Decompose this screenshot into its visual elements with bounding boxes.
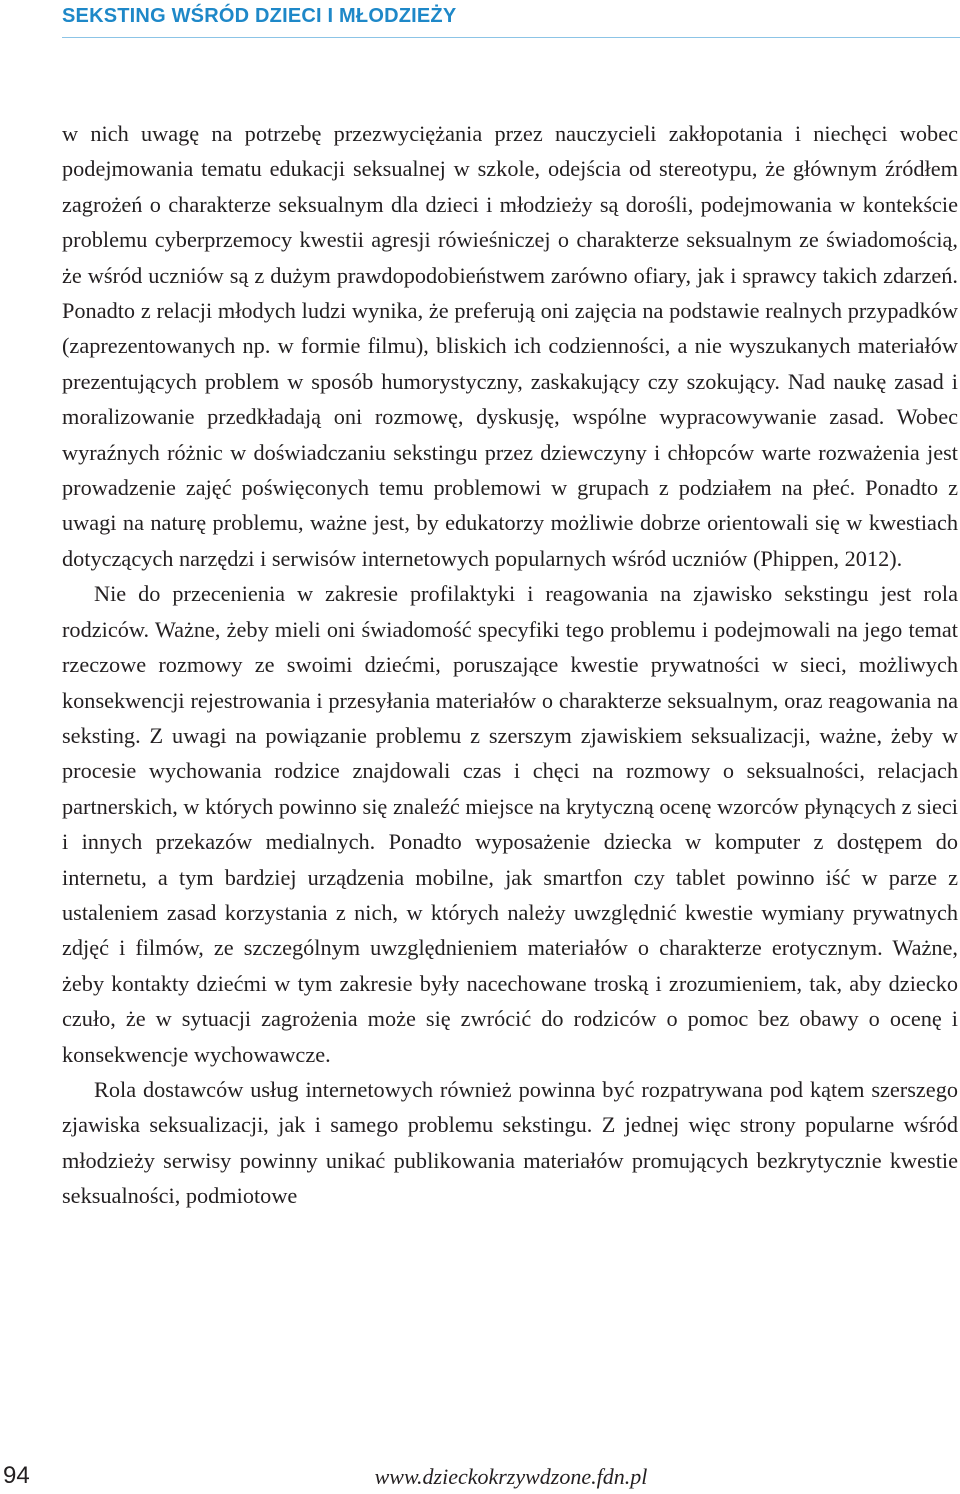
header-rule [62,37,960,38]
paragraph: Rola dostawców usług internetowych również powinna być rozpatrywana pod kątem szerszego zjawiska seksualizacji, jak i samego problemu sekstingu. Z jednej więc strony popularne wśród młodzieży serwisy powinny unikać publikowania materiałów promujących bezkrytycznie kwestie seksualności, podmiotowe [62,1076,958,1209]
page-number: 94 [3,1462,30,1489]
running-title: SEKSTING WŚRÓD DZIECI I MŁODZIEŻY [62,5,457,27]
footer-url: www.dzieckokrzywdzone.fdn.pl [374,1464,648,1489]
paragraph: w nich uwagę na potrzebę przezwyciężania przez nauczycieli zakłopotania i niechęci wobec podejmowania tematu edukacji seksualnej w szkole, odejścia od stereotypu, że głównym źródłem zagrożeń o charakterze seksualnym dla dzieci i młodzieży są dorośli, podejmowania w kontekście problemu cyberprzemocy kwestii agresji rówieśniczej o charakterze seksualnym ze świadomością, że wśród uczniów są z dużym prawdopodobieństwem zarówno ofiary, jak i sprawcy takich zdarzeń. Ponadto z relacji młodych ludzi wynika, że preferują oni zajęcia na podstawie realnych przypadków (zaprezentowanych np. w formie filmu), bliskich ich codzienności, a nie wyszukanych materiałów prezentujących problem w sposób humorystyczny, zaskakujący czy szokujący. Nad naukę zasad i moralizowanie przedkładają oni rozmowę, dyskusję, wspólne wypracowywanie zasad. Wobec wyraźnych różnic w doświadczaniu sekstingu przez dziewczyny i chłopców warte rozważenia jest prowadzenie zajęć poświęconych temu problemowi w grupach z podziałem na płeć. Ponadto z uwagi na naturę problemu, ważne jest, by edukatorzy możliwie dobrze orientowali się w kwestiach dotyczących narzędzi i serwisów internetowych popularnych wśród uczniów (Phippen, 2012). [62,121,958,571]
paragraph: Nie do przecenienia w zakresie profilaktyki i reagowania na zjawisko sekstingu jest rola rodziców. Ważne, żeby mieli oni świadomość specyfiki tego problemu i podejmowali na jego temat rzeczowe rozmowy ze swoimi dziećmi, poruszające kwestie prywatności w sieci, możliwych konsekwencji rejestrowania i przesyłania materiałów o charakterze seksualnym, oraz reagowania na seksting. Z uwagi na powiązanie problemu z szerszym zjawiskiem seksualizacji, ważne, żeby w procesie wychowania rodzice znajdowali czas i chęci na rozmowy o seksualności, relacjach partnerskich, w których powinno się znaleźć miejsce na krytyczną ocenę wzorców płynących z sieci i innych przekazów medialnych. Ponadto wyposażenie dziecka w komputer z dostępem do internetu, a tym bardziej urządzenia mobilne, jak smartfon czy tablet powinno iść w parze z ustaleniem zasad korzystania z nich, w których należy uwzględnić kwestie wymiany prywatnych zdjęć i filmów, ze szczególnym uwzględnieniem materiałów o charakterze erotycznym. Ważne, żeby kontakty dziećmi w tym zakresie były nacechowane troską i zrozumieniem, tak, aby dziecko czuło, że w sytuacji zagrożenia może się zwrócić do rodziców o pomoc bez obawy o ocenę i konsekwencje wychowawcze. [62,581,958,1067]
article-body [62,116,958,1214]
